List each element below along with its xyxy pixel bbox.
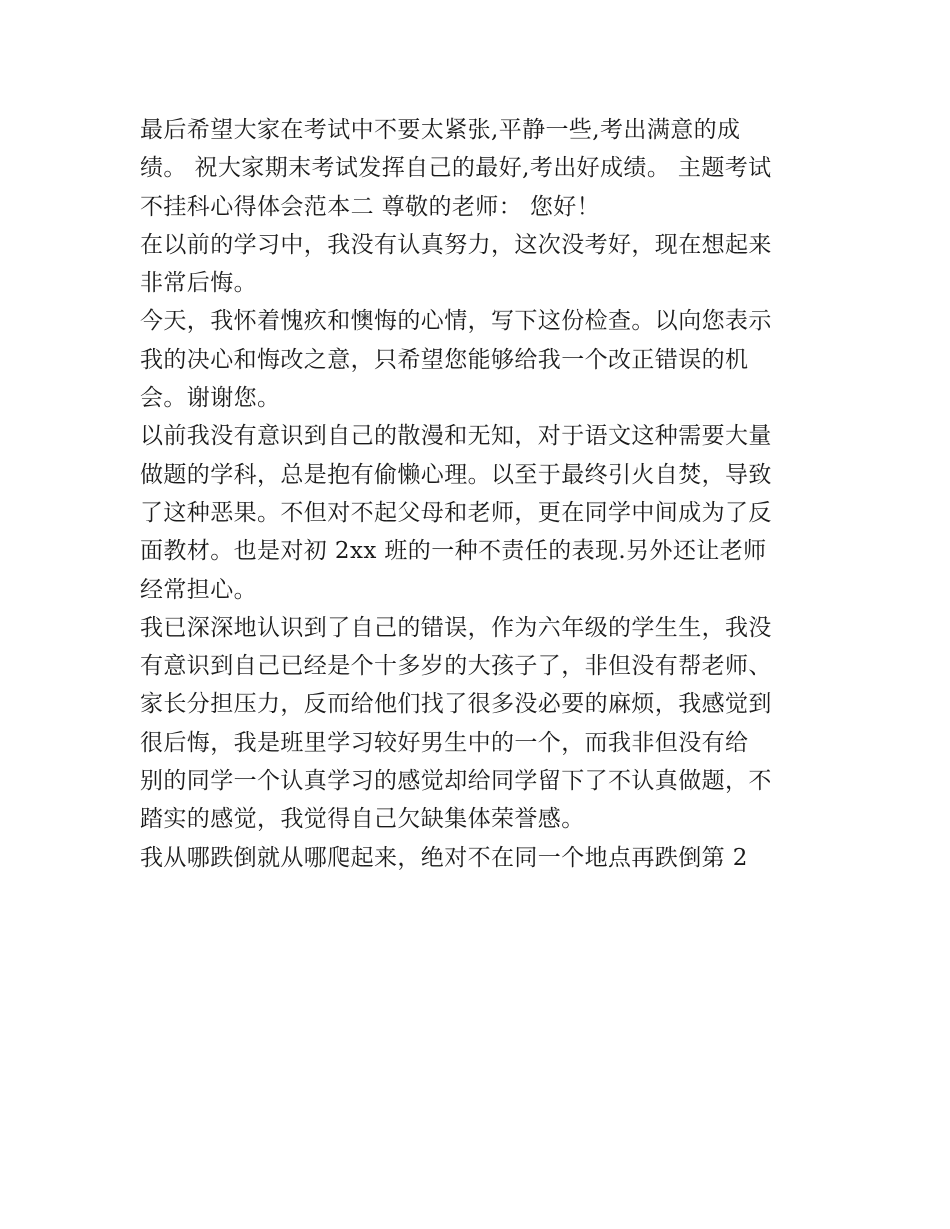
text-line: 做题的学科，总是抱有偷懒心理。以至于最终引火自焚，导致 [140, 461, 772, 488]
text-line: 我从哪跌倒就从哪爬起来，绝对不在同一个地点再跌倒第 2 [140, 844, 748, 871]
text-line: 家长分担压力，反而给他们找了很多没必要的麻烦，我感觉到 [140, 691, 772, 718]
text-line: 面教材。也是对初 2xx 班的一种不责任的表现.另外还让老师 [140, 538, 767, 565]
text-line: 别的同学一个认真学习的感觉却给同学留下了不认真做题，不 [140, 768, 772, 795]
text-line: 经常担心。 [140, 576, 257, 603]
text-line: 会。谢谢您。 [140, 385, 281, 412]
text-line: 以前我没有意识到自己的散漫和无知，对于语文这种需要大量 [140, 423, 772, 450]
text-line: 不挂科心得体会范本二 尊敬的老师： 您好！ [140, 193, 601, 220]
text-line: 绩。 祝大家期末考试发挥自己的最好,考出好成绩。 主题考试 [140, 155, 772, 182]
document-body [140, 111, 820, 877]
text-line: 了这种恶果。不但对不起父母和老师，更在同学中间成为了反 [140, 499, 772, 526]
text-line: 在以前的学习中，我没有认真努力，这次没考好，现在想起来 [140, 231, 772, 258]
text-line: 最后希望大家在考试中不要太紧张,平静一些,考出满意的成 [140, 117, 741, 143]
text-line: 今天，我怀着愧疚和懊悔的心情，写下这份检查。以向您表示 [140, 308, 772, 335]
text-line: 我已深深地认识到了自己的错误，作为六年级的学生生，我没 [140, 614, 772, 641]
text-line: 非常后悔。 [140, 270, 257, 297]
text-line: 我的决心和悔改之意，只希望您能够给我一个改正错误的机 [140, 346, 749, 373]
text-line: 踏实的感觉，我觉得自己欠缺集体荣誉感。 [140, 806, 585, 833]
text-line: 有意识到自己已经是个十多岁的大孩子了，非但没有帮老师、 [140, 653, 772, 680]
text-line: 很后悔，我是班里学习较好男生中的一个，而我非但没有给 [140, 729, 749, 756]
